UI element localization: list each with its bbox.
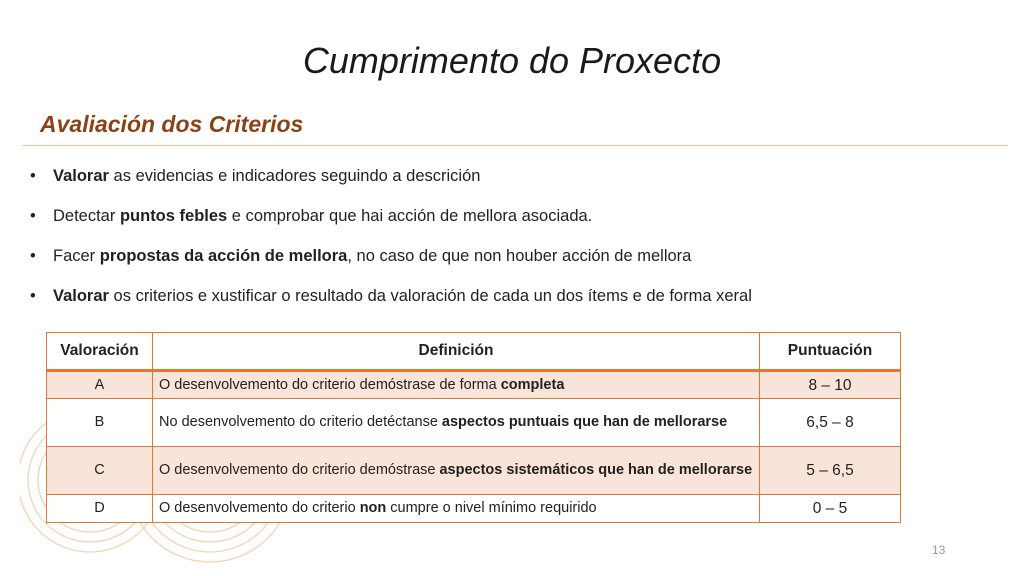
cell-definition: O desenvolvemento do criterio demóstrase de forma completa [153,371,760,399]
table-row [47,495,901,523]
page-number: 13 [932,543,946,557]
bullet-bold: Valorar [53,167,109,185]
cell-score: 0 – 5 [760,495,901,523]
bullet-item [30,284,752,324]
table-row [47,399,901,447]
bullet-text: Detectar [53,207,120,225]
bullet-text: , no caso de que non houber acción de mellora [347,247,692,265]
bullet-text: as evidencias e indicadores seguindo a descrición [108,167,481,185]
cell-definition: No desenvolvemento do criterio detéctanse aspectos puntuais que han de mellorarse [153,399,760,447]
slide-title: Cumprimento do Proxecto [302,40,722,81]
grading-table [46,332,901,523]
bullet-dot: • [30,167,36,185]
bullet-item [30,244,752,284]
header-valoracion: Valoración [47,333,153,371]
cell-grade: B [47,399,153,447]
bullet-dot: • [30,287,36,305]
bullet-item [30,164,752,204]
table-header-row [47,333,901,371]
bullet-text: Facer [53,247,100,265]
cell-score: 6,5 – 8 [760,399,901,447]
header-puntuacion: Puntuación [760,333,901,371]
bullet-bold: puntos febles [119,207,228,225]
section-subtitle: Avaliación dos Criterios [40,111,304,137]
cell-definition: O desenvolvemento do criterio demóstrase aspectos sistemáticos que han de mellorarse [153,447,760,495]
header-definicion: Definición [153,333,760,371]
cell-grade: A [47,371,153,399]
cell-score: 8 – 10 [760,371,901,399]
cell-grade: C [47,447,153,495]
bullet-text: e comprobar que hai acción de mellora asociada. [227,207,593,225]
bullet-item [30,204,752,244]
bullet-dot: • [30,247,36,265]
bullet-dot: • [30,207,36,225]
cell-grade: D [47,495,153,523]
cell-definition: O desenvolvemento do criterio non cumpre o nivel mínimo requirido [153,495,760,523]
cell-score: 5 – 6,5 [760,447,901,495]
bullet-bold: propostas da acción de mellora [99,247,348,265]
table-row [47,371,901,399]
divider [22,145,1008,146]
bullet-bold: Valorar [53,287,109,305]
table-row [47,447,901,495]
bullet-text: os criterios e xustificar o resultado da valoración de cada un dos ítems e de forma xeral [108,287,752,305]
bullet-list [30,164,752,324]
